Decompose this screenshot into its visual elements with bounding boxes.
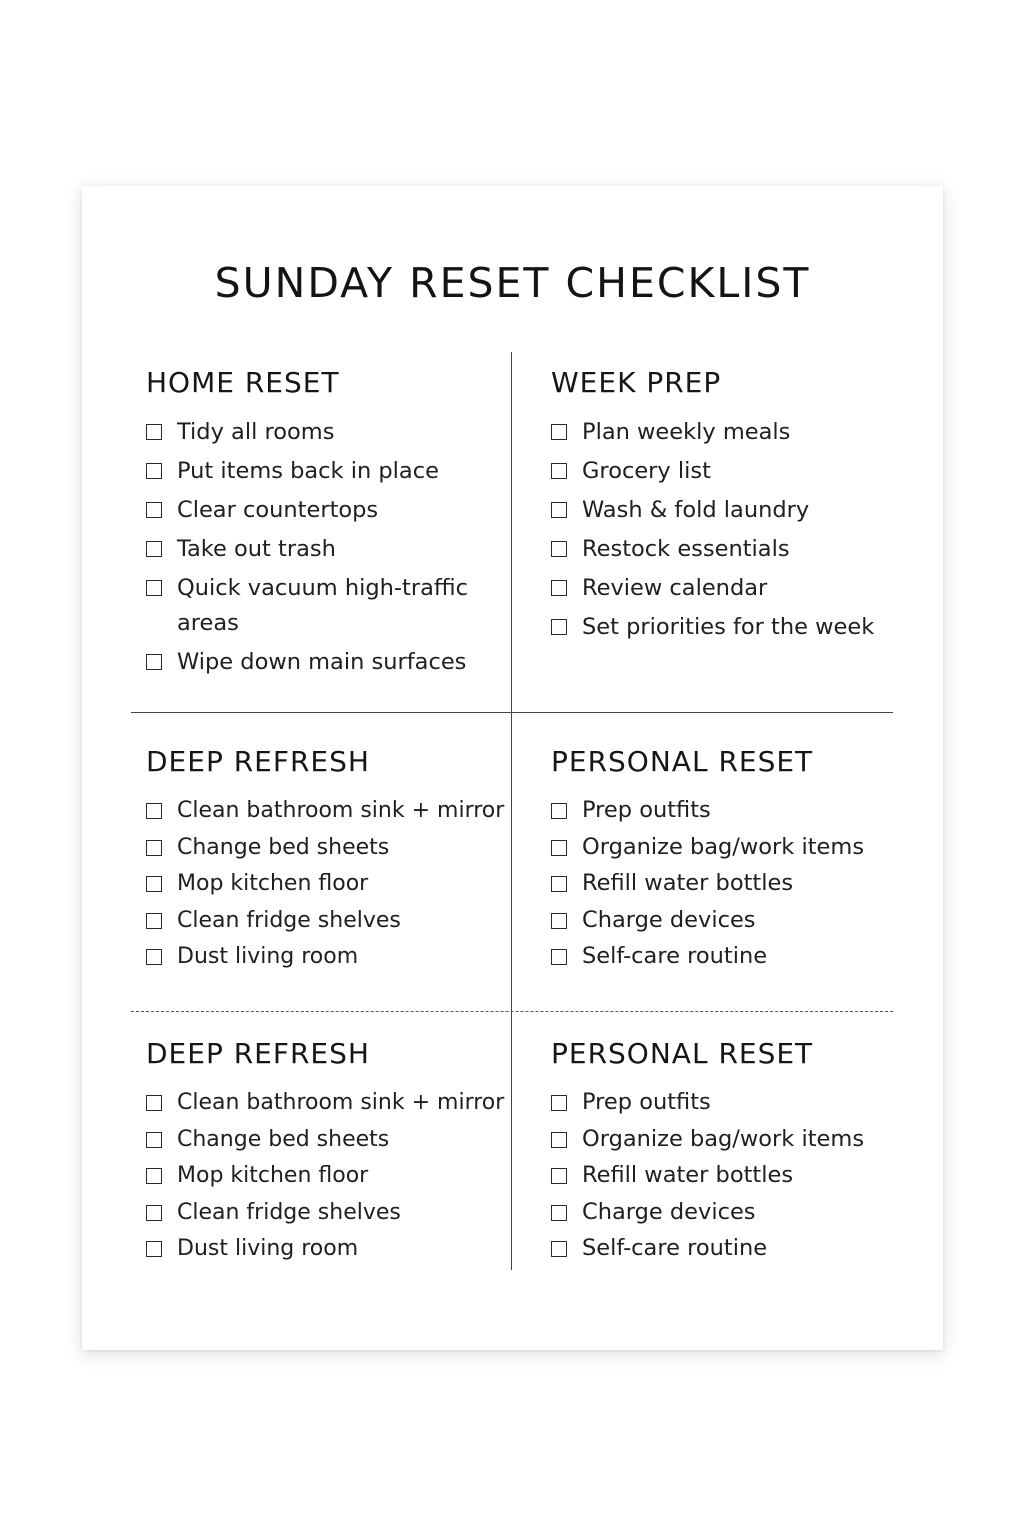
checklist-item[interactable] [146,1232,506,1265]
checkbox-icon[interactable] [146,913,162,929]
checklist-item-label: Wipe down main surfaces [177,649,467,675]
checklist-item-label: Prep outfits [582,1089,711,1115]
checkbox-icon[interactable] [146,1095,162,1111]
checkbox-icon[interactable] [146,876,162,892]
checkbox-icon[interactable] [551,876,567,892]
checklist-item-label: Organize bag/work items [582,1125,865,1152]
checklist-item-label: Change bed sheets [177,1126,390,1152]
checklist [146,1086,506,1265]
checkbox-icon[interactable] [146,1168,162,1184]
checklist-item-label: Clean bathroom sink + mirror [177,1090,505,1115]
checklist-item-label: Dust living room [177,944,359,969]
checklist-item[interactable] [146,904,506,937]
checklist-item[interactable] [551,610,921,645]
checklist-item[interactable] [551,940,921,973]
checklist-item-label: Charge devices [582,1198,756,1225]
checklist-item-label: Prep outfits [582,797,711,823]
checklist-item-label: Take out trash [177,536,336,562]
checklist-item[interactable] [146,794,506,827]
checkbox-icon[interactable] [551,949,567,965]
checklist-item-label: Clear countertops [177,497,379,523]
checklist-item-label: Set priorities for the week [582,614,875,640]
checkbox-icon[interactable] [146,654,162,670]
checkbox-icon[interactable] [551,502,567,518]
checklist-item-label: Self-care routine [582,943,768,969]
checkbox-icon[interactable] [146,1132,162,1148]
checklist [146,794,506,973]
checkbox-icon[interactable] [146,803,162,819]
checkbox-icon[interactable] [551,840,567,856]
checklist-item-label: Mop kitchen floor [177,871,369,896]
checklist [146,415,506,680]
checklist-item-label: Clean bathroom sink + mirror [177,798,505,823]
checklist [551,1086,921,1265]
checkbox-icon[interactable] [551,1095,567,1111]
checklist-item[interactable] [551,1159,921,1192]
section-week-prep [551,366,921,649]
checklist-item[interactable] [146,454,506,489]
vertical-divider [511,352,512,1270]
checkbox-icon[interactable] [551,1205,567,1221]
checkbox-icon[interactable] [551,1132,567,1148]
checkbox-icon[interactable] [551,463,567,479]
checklist [551,794,921,973]
checkbox-icon[interactable] [551,803,567,819]
horizontal-divider-solid [131,712,893,713]
page-title: SUNDAY RESET CHECKLIST [214,259,811,307]
checklist-item[interactable] [551,831,921,864]
checkbox-icon[interactable] [146,1205,162,1221]
section-heading: HOME RESET [146,366,340,399]
checklist-item-label: Dust living room [177,1236,359,1261]
checklist-item[interactable] [146,493,506,528]
checklist-item-label: Plan weekly meals [582,419,791,445]
section-heading: DEEP REFRESH [146,1037,370,1070]
checklist-item-label: Change bed sheets [177,834,390,860]
checklist-sheet [82,186,943,1350]
checkbox-icon[interactable] [551,619,567,635]
checklist-item-label: Organize bag/work items [582,833,865,860]
checklist-item-label: Put items back in place [177,458,439,484]
checklist [551,415,921,645]
checklist-item[interactable] [551,867,921,900]
checklist-item-label: Restock essentials [582,536,790,562]
checklist-item-label: Quick vacuum high-traffic areas [177,575,468,636]
checkbox-icon[interactable] [146,463,162,479]
checklist-item[interactable] [551,571,921,606]
checklist-item[interactable] [146,571,506,641]
checklist-item[interactable] [146,415,506,450]
checklist-item[interactable] [146,532,506,567]
checklist-item-label: Clean fridge shelves [177,1199,401,1225]
checkbox-icon[interactable] [551,1241,567,1257]
checkbox-icon[interactable] [551,1168,567,1184]
checklist-item[interactable] [551,415,921,450]
checklist-item[interactable] [551,1196,921,1229]
section-personal-reset [551,745,921,977]
checklist-item[interactable] [551,532,921,567]
checklist-item[interactable] [146,867,506,900]
checklist-item-label: Self-care routine [582,1235,768,1261]
checklist-item-label: Charge devices [582,906,756,933]
checklist-item[interactable] [551,1123,921,1156]
checklist-item-label: Refill water bottles [582,870,794,896]
checklist-item[interactable] [551,794,921,827]
checkbox-icon[interactable] [551,424,567,440]
section-deep-refresh [146,1037,506,1269]
section-heading: PERSONAL RESET [551,1037,814,1070]
checkbox-icon[interactable] [146,580,162,596]
checklist-item-label: Refill water bottles [582,1162,794,1188]
checklist-item-label: Clean fridge shelves [177,907,401,933]
checkbox-icon[interactable] [146,424,162,440]
checklist-item[interactable] [551,1086,921,1119]
horizontal-divider-dashed [131,1011,893,1012]
section-heading: WEEK PREP [551,366,722,399]
checklist-item[interactable] [146,1196,506,1229]
checklist-item[interactable] [146,645,506,680]
checklist-item[interactable] [146,831,506,864]
section-deep-refresh [146,745,506,977]
checklist-item-label: Mop kitchen floor [177,1163,369,1188]
checkbox-icon[interactable] [551,580,567,596]
checkbox-icon[interactable] [146,541,162,557]
checklist-item-label: Review calendar [582,575,768,601]
checklist-item[interactable] [551,904,921,937]
checklist-item-label: Grocery list [582,458,711,484]
checklist-item[interactable] [551,454,921,489]
checkbox-icon[interactable] [551,913,567,929]
checklist-item[interactable] [146,1123,506,1156]
section-home-reset [146,366,506,684]
checklist-item[interactable] [146,940,506,973]
checklist-item-label: Wash & fold laundry [582,497,810,523]
checklist-item[interactable] [146,1086,506,1119]
checkbox-icon[interactable] [146,502,162,518]
checklist-item-label: Tidy all rooms [177,419,335,445]
checklist-item[interactable] [551,1232,921,1265]
checklist-item[interactable] [551,493,921,528]
checkbox-icon[interactable] [146,1241,162,1257]
section-heading: DEEP REFRESH [146,745,370,778]
checklist-item[interactable] [146,1159,506,1192]
checkbox-icon[interactable] [146,949,162,965]
section-personal-reset [551,1037,921,1269]
checkbox-icon[interactable] [551,541,567,557]
checkbox-icon[interactable] [146,840,162,856]
section-heading: PERSONAL RESET [551,745,814,778]
